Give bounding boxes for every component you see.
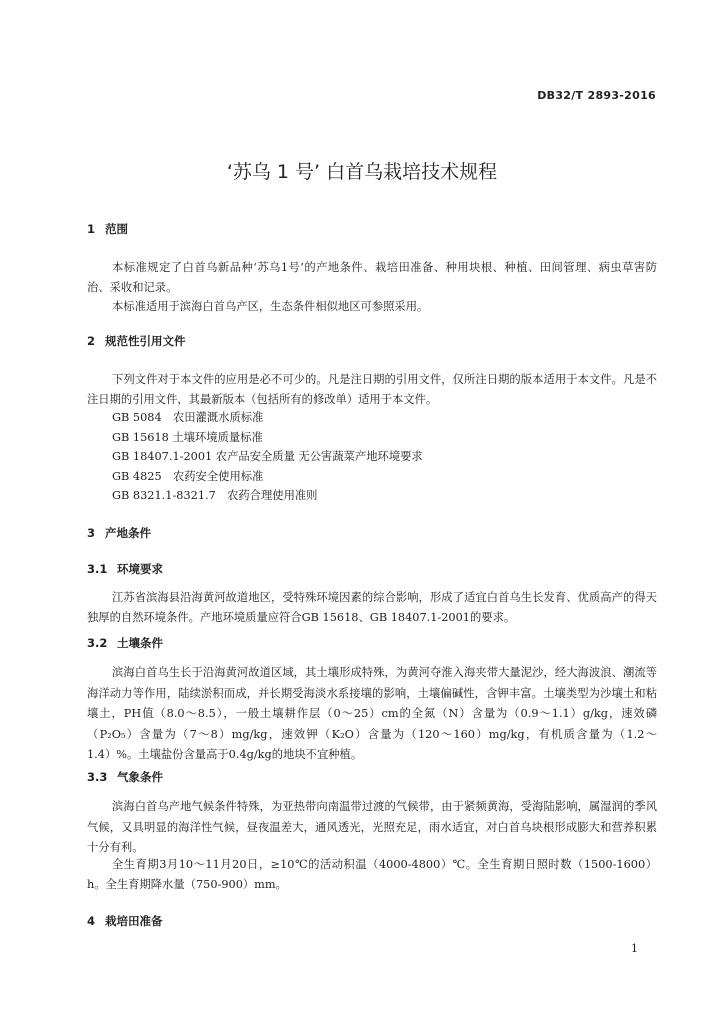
subsection-number: 3.3	[87, 770, 108, 784]
section-heading-origin	[87, 525, 151, 541]
page-number: 1	[631, 942, 638, 955]
paragraph-soil: 滨海白首乌生长于沿海黄河故道区域，其土壤形成特殊，为黄河夺淮入海夹带大量泥沙，经大海波浪、潮流等海洋动力等作用，陆续淤积而成，并长期受海淡水系接壤的影响，土壤偏碱性，含钾丰富。土壤类型为沙壤土和粘壤土，PH值（8.0～8.5），一般土壤耕作层（0～25）cm的全氮（N）含量为（0.9～1.1）g/kg，速效磷（P₂O₅）含量为（7～8）mg/kg，速效钾（K₂O）含量为（120～160）mg/kg，有机质含量为（1.2～1.4）%。土壤盐份含量高于0.4g/kg的地块不宜种植。	[87, 666, 657, 761]
section-title: 规范性引用文件	[105, 334, 186, 348]
paragraph-climate-2: 全生育期3月10～11月20日，≥10℃的活动积温（4000-4800）℃。全生育期日照时数（1500-1600）h。全生育期降水量（750-900）mm。	[87, 858, 657, 891]
document-title: ‘苏乌 1 号’ 白首乌栽培技术规程	[226, 161, 498, 183]
section-title: 范围	[105, 222, 128, 236]
subsection-heading-climate	[87, 769, 163, 785]
section-number: 1	[87, 222, 96, 236]
paragraph-climate-1: 滨海白首乌产地气候条件特殊，为亚热带向南温带过渡的气候带，由于紧频黄海，受海陆影响，属湿润的季风气候，又具明显的海洋性气候，昼夜温差大，通风透光，光照充足，雨水适宜，对白首乌块根形成膨大和营养积累十分有利。	[87, 800, 657, 854]
reference-item: GB 4825 农药安全使用标准	[112, 470, 264, 483]
paragraph-environment: 江苏省滨海县沿海黄河故道地区，受特殊环境因素的综合影响，形成了适宜白首乌生长发育、优质高产的得天独厚的自然环境条件。产地环境质量应符合GB 15618、GB 18407.1-2001的要求。	[87, 591, 657, 624]
reference-item: GB 15618 土壤环境质量标准	[112, 431, 263, 444]
standard-number: DB32/T 2893-2016	[537, 89, 656, 102]
paragraph-scope-1: 本标准规定了白首乌新品种‘苏乌1号’的产地条件、栽培田准备、种用块根、种植、田间管理、病虫草害防治、采收和记录。	[87, 261, 657, 294]
section-title: 产地条件	[105, 526, 151, 540]
section-heading-scope	[87, 221, 128, 237]
subsection-title: 土壤条件	[117, 636, 163, 650]
reference-item: GB 18407.1-2001 农产品安全质量 无公害蔬菜产地环境要求	[112, 450, 423, 463]
paragraph-normative-intro: 下列文件对于本文件的应用是必不可少的。凡是注日期的引用文件，仅所注日期的版本适用于本文件。凡是不注日期的引用文件，其最新版本（包括所有的修改单）适用于本文件。	[87, 373, 657, 406]
section-number: 3	[87, 526, 96, 540]
section-title: 栽培田准备	[105, 914, 163, 928]
subsection-title: 气象条件	[117, 770, 163, 784]
reference-item: GB 5084 农田灌溉水质标准	[112, 411, 264, 424]
section-heading-normative	[87, 333, 186, 349]
section-number: 2	[87, 334, 96, 348]
section-heading-field-prep	[87, 913, 163, 929]
subsection-number: 3.2	[87, 636, 108, 650]
subsection-heading-environment	[87, 561, 163, 577]
reference-item: GB 8321.1-8321.7 农药合理使用准则	[112, 489, 318, 502]
subsection-number: 3.1	[87, 562, 108, 576]
paragraph-scope-2: 本标准适用于滨海白首乌产区，生态条件相似地区可参照采用。	[112, 300, 429, 313]
subsection-title: 环境要求	[117, 562, 163, 576]
subsection-heading-soil	[87, 635, 163, 651]
section-number: 4	[87, 914, 96, 928]
